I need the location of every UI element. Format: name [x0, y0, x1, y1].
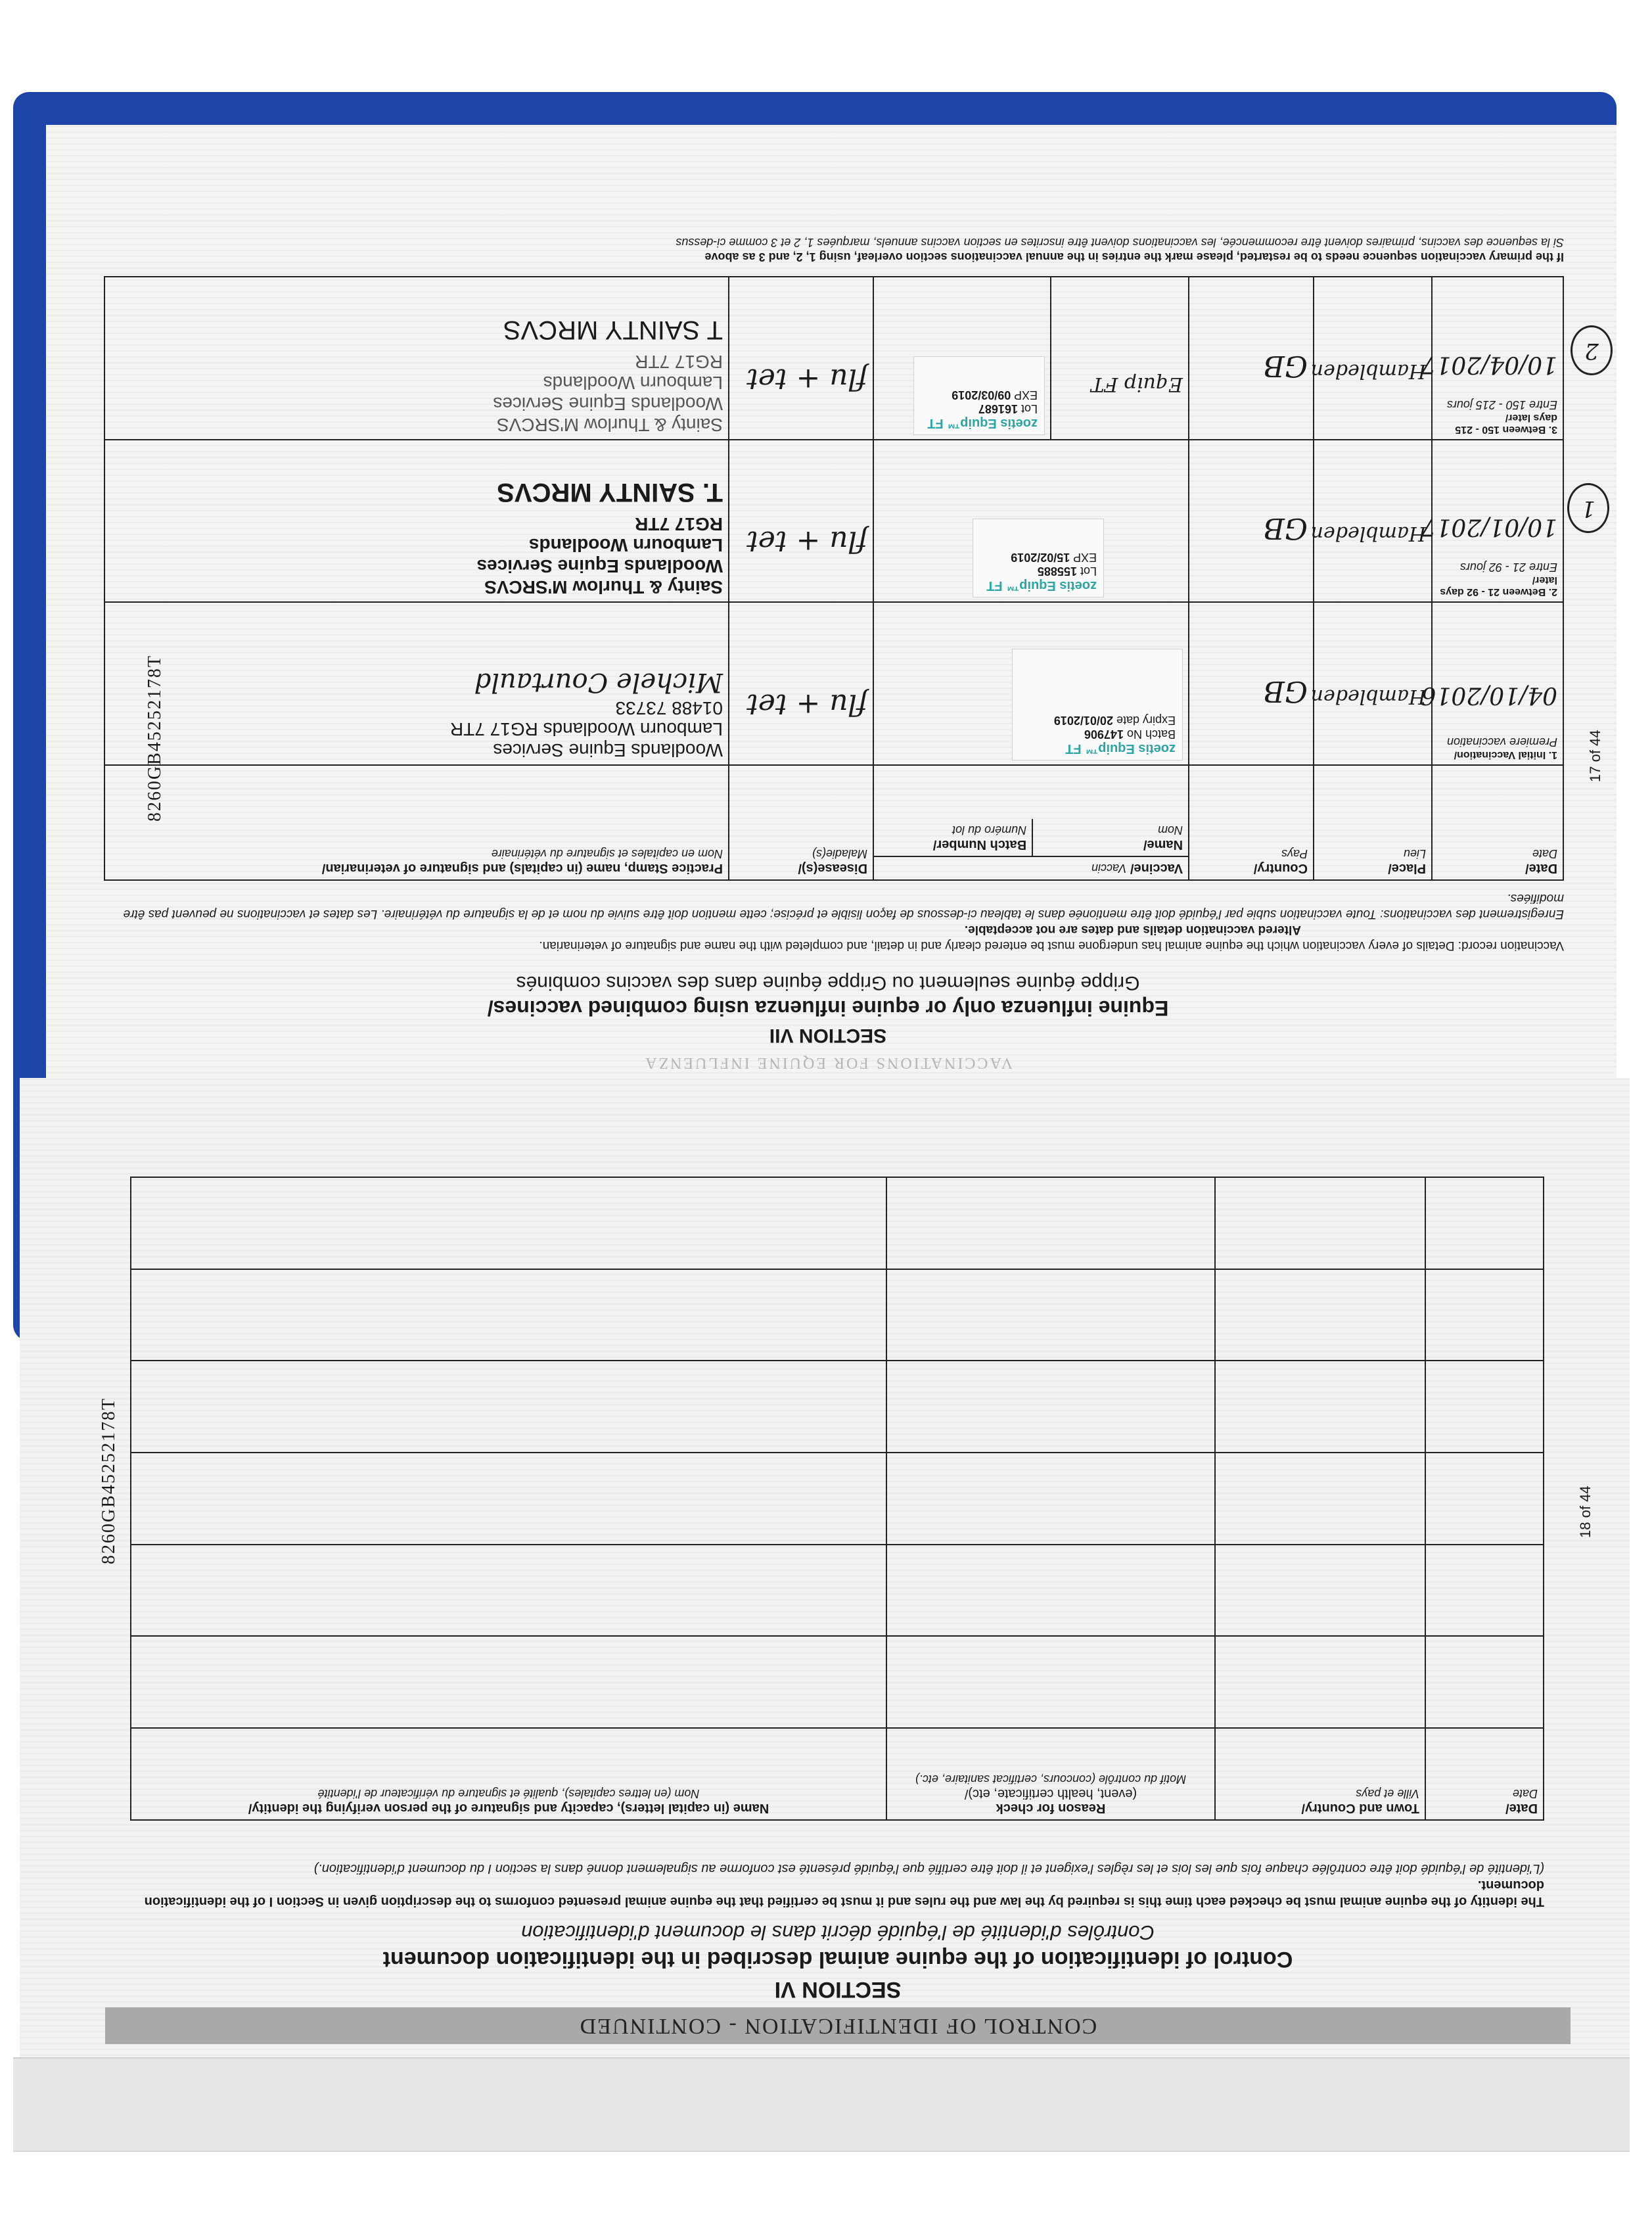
vet-name: T SAINTY MRCVS [503, 315, 723, 344]
header-vaccine-name: Name/ Nom [1032, 819, 1188, 856]
page-number-top: 17 of 44 [1587, 730, 1603, 782]
section-vii-label: SECTION VII [769, 1025, 887, 1046]
header-vaccine: Vaccine/ Vaccin Name/ Nom Batch Number/ Numéro du lot [873, 765, 1189, 880]
stamp-line: Sainty & Thurlow M'SRCVS [484, 577, 723, 598]
stamp-line: Woodlands Equine Services [493, 393, 723, 414]
vaccine-sticker: zoetis Equip™ FT Lot 155885 EXP 15/02/2019 [973, 519, 1104, 597]
vaccination-place: Hambleden [1314, 277, 1432, 440]
vaccination-place: Hambleden [1314, 602, 1432, 765]
vaccination-date: 04/10/2016 [1421, 681, 1557, 709]
stamp-line: 01488 73733 [615, 697, 723, 718]
vaccination-date: 10/04/2017 [1421, 350, 1557, 378]
identity-row [131, 1636, 1544, 1728]
identity-check-table [131, 1177, 1544, 1821]
header-reason: Reason for check (event, health certificate, etc)/ Motif du contrôle (concours, certificat sanitaire, etc.) [886, 1728, 1215, 1820]
header-place: Place/ Lieu [1314, 765, 1432, 880]
vaccination-country: GB [1189, 440, 1314, 603]
stamp-line: Sainty & Thurlow M'SRCVS [496, 414, 723, 435]
vaccine-name-cell [1051, 277, 1189, 440]
passport-number-top: 8260GB45252178T [145, 655, 165, 822]
practice-stamp [104, 277, 729, 440]
vaccine-sticker: zoetis Equip™ FT Batch No 147906 Expiry date 20/01/2019 [1012, 649, 1183, 760]
header-diseases: Disease(s)/ Maladie(s) [729, 765, 873, 880]
section-vi-title-fr: Contrôles d'identité de l'équidé décrit dans le document d'identification [521, 1921, 1155, 1944]
record-text-fr: Enregistrement des vaccinations: Toute vaccination subie par l'équidé doit être mentionée dans le tableau ci-dessous de façon lisible et précise; cette mention doit être suivie du nom et de la signature du vétérinaire. Les dates et vaccinations ne peuvent pas être modifiées. [123, 891, 1564, 921]
section-vii-faded-header: VACCINATIONS FOR EQUINE INFLUENZA [643, 1054, 1013, 1071]
vaccination-row [104, 440, 1563, 603]
vaccination-place: Hambleden [1314, 440, 1432, 603]
vet-name: T. SAINTY MRCVS [497, 478, 723, 507]
identity-header-row [131, 1728, 1544, 1820]
vaccination-diseases: flu + tet [729, 440, 873, 603]
restart-mark: 1 [1567, 483, 1609, 533]
section-vi-title-en: Control of identification of the equine animal described in the identification document [382, 1947, 1293, 1972]
identity-notice-en: The identity of the equine animal must be checked each time this is required by the law and the rules and it must be certified that the equine animal presented conforms to the description given in Section I of the identification document. [144, 1878, 1544, 1909]
vaccination-row [104, 602, 1563, 765]
identity-notice [131, 1860, 1544, 1909]
identity-notice-fr: (L'identité de l'équidé doit être contrôlée chaque fois que les lois et les règles l'exigent et il doit être certifié que l'équidé présenté est conforme au signalement donné dans la section I du document d'identification.) [313, 1861, 1544, 1876]
vaccination-header-row [104, 765, 1563, 880]
section-vi-header: CONTROL OF IDENTIFICATION - CONTINUED [105, 2007, 1571, 2044]
vaccination-date: 10/01/2017 [1421, 513, 1557, 541]
vaccination-country: GB [1189, 277, 1314, 440]
vet-signature: Michele Courtauld [474, 666, 723, 697]
identity-row [131, 1269, 1544, 1361]
section-vii-title-fr: Grippe équine seulement ou Grippe équine dans des vaccins combinés [516, 972, 1140, 994]
identity-row [131, 1177, 1544, 1269]
identity-row [131, 1453, 1544, 1545]
stamp-line: RG17 7TR [635, 351, 723, 372]
vaccination-diseases: flu + tet [729, 602, 873, 765]
header-batch: Batch Number/ Numéro du lot [932, 824, 1027, 852]
identity-row [131, 1361, 1544, 1453]
passport-number-bottom: 8260GB45252178T [99, 1397, 119, 1564]
vaccination-country: GB [1189, 602, 1314, 765]
vaccination-table [105, 276, 1564, 881]
plastic-sleeve [13, 2057, 1630, 2152]
stamp-line: Woodlands Equine Services [493, 739, 723, 760]
row-label: 2. Between 21 - 92 days later/ Entre 21 - 92 jours 10/01/2017 [1432, 440, 1563, 603]
vaccination-row [104, 277, 1563, 440]
header-town-country: Town and Country/ Ville et pays [1215, 1728, 1425, 1820]
page-17 [46, 125, 1617, 1091]
page-18 [20, 1078, 1630, 2103]
section-vii [72, 151, 1584, 1071]
row-label: 3. Between 150 - 215 days later/ Entre 150 - 215 jours 10/04/2017 [1432, 277, 1563, 440]
stamp-line: Lambourn Woodlands RG17 7TR [449, 718, 723, 739]
vaccination-record-notice [105, 890, 1564, 953]
stamp-line: RG17 7TR [635, 514, 723, 535]
section-vi-label: SECTION VI [774, 1977, 902, 2002]
header-date: Date/ Date [1432, 765, 1563, 880]
record-text-en: Vaccination record: Details of every vaccination which the equine animal has undergone must be entered clearly and in detail, and completed with the name and signature of veterinarian. [539, 939, 1564, 952]
stamp-line: Woodlands Equine Services [476, 556, 723, 577]
vaccine-sticker-cell [873, 277, 1051, 440]
section-vi [105, 1098, 1571, 2044]
practice-stamp [104, 440, 729, 603]
header-verifier-name: Name (in capital letters), capacity and signature of the person verifying the identity/ Nom (en lettres capitales), qualité et signature du vérificateur de l'identité [131, 1728, 886, 1820]
restart-note-en: If the primary vaccination sequence needs to be restarted, please mark the entries in the annual vaccinations section overleaf, using 1, 2, and 3 as above [704, 250, 1564, 264]
header-date: Date/ Date [1425, 1728, 1544, 1820]
identity-row [131, 1545, 1544, 1637]
row-label: 1. Initial Vaccination/ Premiere vaccination 04/10/2016 [1432, 602, 1563, 765]
vaccine-sticker-cell [873, 440, 1189, 603]
header-country: Country/ Pays [1189, 765, 1314, 880]
section-vii-title-en: Equine influenza only or equine influenza using combined vaccines/ [487, 996, 1169, 1020]
stamp-line: Lambourn Woodlands [528, 535, 723, 556]
practice-stamp [104, 602, 729, 765]
restart-mark: 2 [1571, 325, 1613, 375]
vaccine-name-handwritten: Equip FT [1091, 372, 1183, 396]
record-text-altered: Altered vaccination details and dates are not acceptable. [964, 923, 1301, 937]
restart-note-fr: Si la sequence des vaccins, primaires doivent être recommencée, les vaccinations doivent être inscrites en section vaccins annuels, marquées 1, 2 et 3 comme ci-dessus [676, 236, 1564, 249]
vaccine-sticker: zoetis Equip™ FT Lot 161687 EXP 09/03/2019 [913, 356, 1045, 435]
restart-note [105, 235, 1564, 264]
page-number-bottom: 18 of 44 [1577, 1485, 1594, 1538]
vaccine-sticker-cell [873, 602, 1189, 765]
header-practice-stamp: Practice Stamp, name (in capitals) and signature of veterinarian/ Nom en capitales et signature du vétérinaire [104, 765, 729, 880]
vaccination-diseases: flu + tet [729, 277, 873, 440]
stamp-line: Lambourn Woodlands [543, 372, 723, 393]
